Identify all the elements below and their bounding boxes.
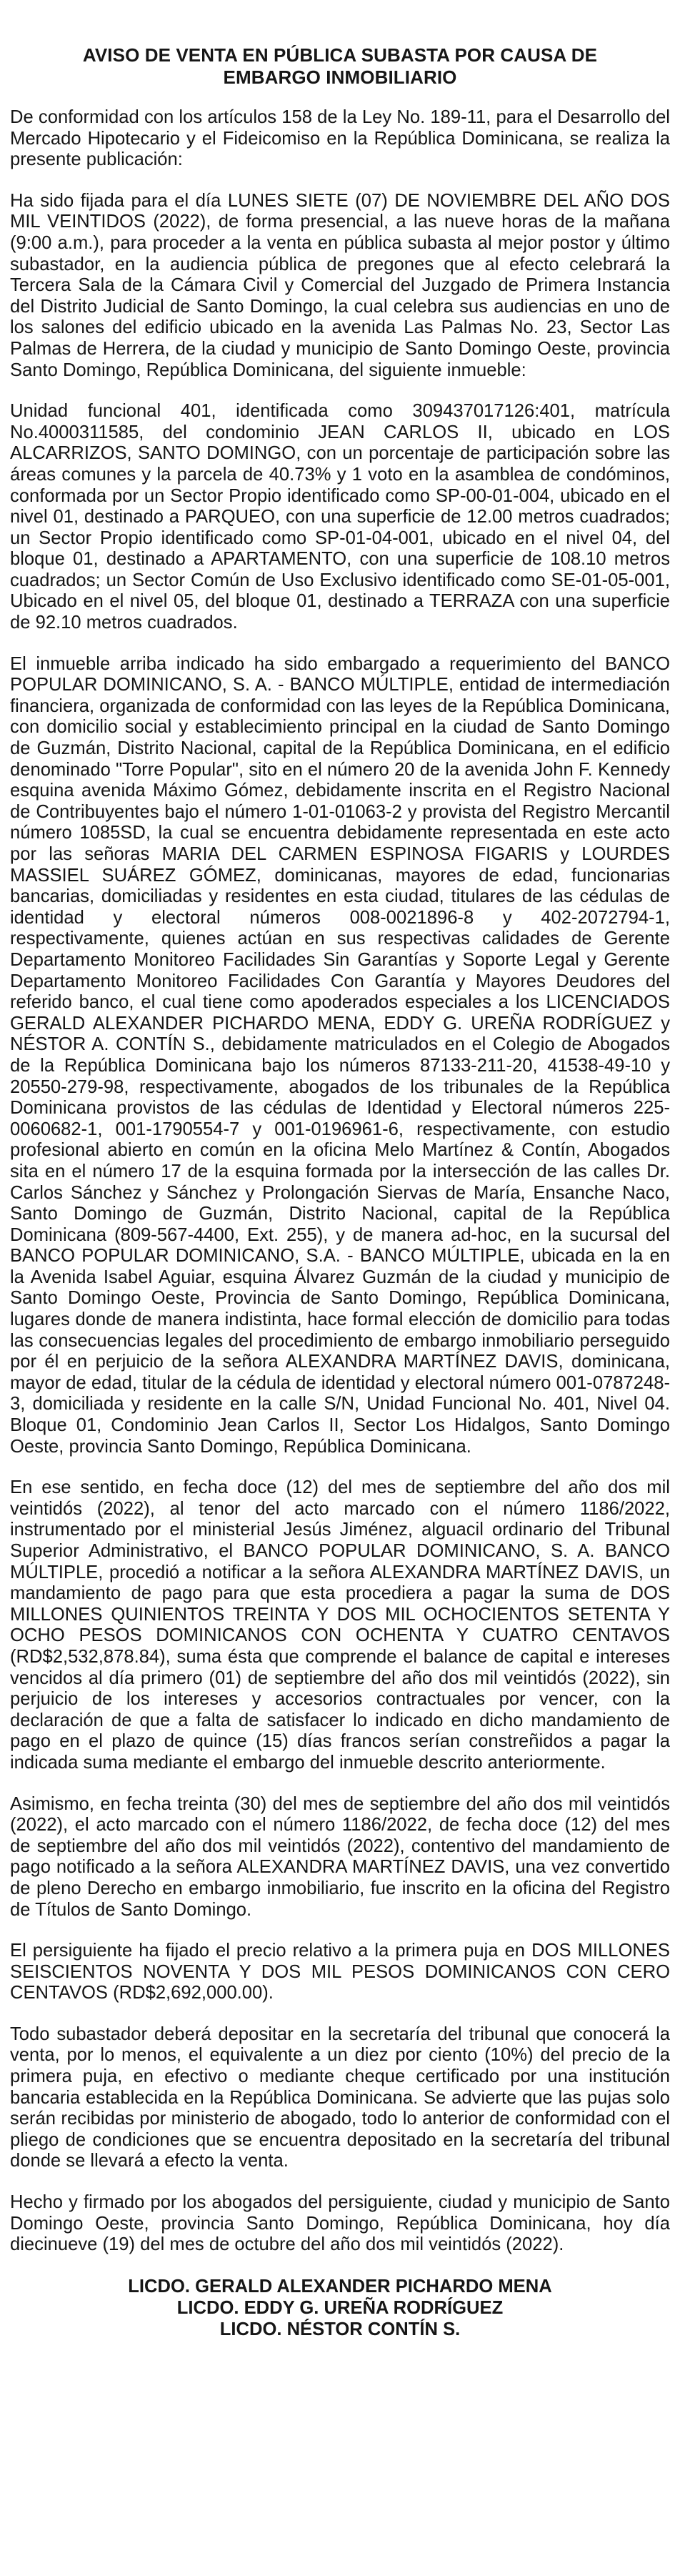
intro-paragraph: De conformidad con los artículos 158 de la Ley No. 189-11, para el Desarrollo del Mercado Hipotecario y el Fideicomiso en la República Dominicana, se realiza la presente publicación: bbox=[10, 107, 670, 170]
signature-line: LICDO. EDDY G. UREÑA RODRÍGUEZ bbox=[176, 2297, 504, 2318]
notice-title-line: EMBARGO INMOBILIARIO bbox=[223, 66, 457, 88]
auction-date-paragraph: Ha sido fijada para el día LUNES SIETE (07) DE NOVIEMBRE DEL AÑO DOS MIL VEINTIDOS (2022), de forma presencial, a las nueve horas de la mañana (9:00 a.m.), para proceder a la venta en pública subasta al mejor postor y último subastador, en la audiencia pública de pregones que al efecto celebrará la Tercera Sala de la Cámara Civil y Comercial del Juzgado de Primera Instancia del Distrito Judicial de Santo Domingo, la cual celebra sus audiencias en uno de los salones del edificio ubicado en la avenida Las Palmas No. 23, Sector Las Palmas de Herrera, de la ciudad y municipio de Santo Domingo Oeste, provincia Santo Domingo, República Dominicana, del siguiente inmueble: bbox=[10, 190, 670, 380]
notice-title bbox=[10, 44, 670, 89]
notice-title-line: AVISO DE VENTA EN PÚBLICA SUBASTA POR CAUSA DE bbox=[82, 44, 598, 66]
payment-order-paragraph: En ese sentido, en fecha doce (12) del mes de septiembre del año dos mil veintidós (2022), al tenor del acto marcado con el número 1186/2022, instrumentado por el ministerial Jesús Jiménez, alguacil ordinario del Tribunal Superior Administrativo, el BANCO POPULAR DOMINICANO, S. A. BANCO MÚLTIPLE, procedió a notificar a la señora ALEXANDRA MARTÍNEZ DAVIS, un mandamiento de pago para que esta procediera a pagar la suma de DOS MILLONES QUINIENTOS TREINTA Y DOS MIL OCHOCIENTOS SETENTA Y OCHO PESOS DOMINICANOS CON OCHENTA Y CUATRO CENTAVOS (RD$2,532,878.84), suma ésta que comprende el balance de capital e intereses vencidos al día primero (01) de septiembre del año dos mil veintidós (2022), sin perjuicio de los intereses y accesorios contractuales por vencer, con la declaración de que a falta de satisfacer lo indicado en dicho mandamiento de pago en el plazo de quince (15) días francos serían constreñidos a pagar la indicada suma mediante el embargo del inmueble descrito anteriormente. bbox=[10, 1477, 670, 1773]
signature-block bbox=[10, 2276, 670, 2340]
starting-bid-paragraph: El persiguiente ha fijado el precio relativo a la primera puja en DOS MILLONES SEISCIENTOS NOVENTA Y DOS MIL PESOS DOMINICANOS CON CERO CENTAVOS (RD$2,692,000.00). bbox=[10, 1941, 670, 2003]
signature-line: LICDO. NÉSTOR CONTÍN S. bbox=[219, 2319, 461, 2339]
deposit-requirement-paragraph: Todo subastador deberá depositar en la secretaría del tribunal que conocerá la venta, por lo menos, el equivalente a un diez por ciento (10%) del precio de la primera puja, en efectivo o mediante cheque certificado por una institución bancaria establecida en la República Dominicana. Se advierte que las pujas solo serán recibidas por ministerio de abogado, todo lo anterior de conformidad con el pliego de condiciones que se encuentra depositado en la secretaría del tribunal donde se llevará a efecto la venta. bbox=[10, 2023, 670, 2171]
property-description-paragraph: Unidad funcional 401, identificada como 309437017126:401, matrícula No.4000311585, del condominio JEAN CARLOS II, ubicado en LOS ALCARRIZOS, SANTO DOMINGO, con un porcentaje de participación sobre las áreas comunes y la parcela de 40.73% y 1 voto en la asamblea de condóminos, conformada por un Sector Propio identificado como SP-00-01-004, ubicado en el nivel 01, destinado a PARQUEO, con una superficie de 12.00 metros cuadrados; un Sector Propio identificado como SP-01-04-001, ubicado en el nivel 04, del bloque 01, destinado a APARTAMENTO, con una superficie de 108.10 metros cuadrados; un Sector Común de Uso Exclusivo identificado como SE-01-05-001, Ubicado en el nivel 05, del bloque 01, destinado a TERRAZA con una superficie de 92.10 metros cuadrados. bbox=[10, 401, 670, 633]
closing-paragraph: Hecho y firmado por los abogados del persiguiente, ciudad y municipio de Santo Domingo Oeste, provincia Santo Domingo, República Dominicana, hoy día diecinueve (19) del mes de octubre del año dos mil veintidós (2022). bbox=[10, 2192, 670, 2255]
seizing-party-paragraph: El inmueble arriba indicado ha sido embargado a requerimiento del BANCO POPULAR DOMINICANO, S. A. - BANCO MÚLTIPLE, entidad de intermediación financiera, organizada de conformidad con las leyes de la República Dominicana, con domicilio social y establecimiento principal en la ciudad de Santo Domingo de Guzmán, Distrito Nacional, capital de la República Dominicana, en el edificio denominado "Torre Popular", sito en el número 20 de la avenida John F. Kennedy esquina avenida Máximo Gómez, debidamente inscrita en el Registro Nacional de Contribuyentes bajo el número 1-01-01063-2 y provista del Registro Mercantil número 1085SD, la cual se encuentra debidamente representada en este acto por las señoras MARIA DEL CARMEN ESPINOSA FIGARIS y LOURDES MASSIEL SUÁREZ GÓMEZ, dominicanas, mayores de edad, funcionarias bancarias, domiciliadas y residentes en esta ciudad, titulares de las cédulas de identidad y electoral números 008-0021896-8 y 402-2072794-1, respectivamente, quienes actúan en sus respectivas calidades de Gerente Departamento Monitoreo Facilidades Sin Garantías y Soporte Legal y Gerente Departamento Monitoreo Facilidades Con Garantía y Mayores Deudores del referido banco, el cual tiene como apoderados especiales a los LICENCIADOS GERALD ALEXANDER PICHARDO MENA, EDDY G. UREÑA RODRÍGUEZ y NÉSTOR A. CONTÍN S., debidamente matriculados en el Colegio de Abogados de la República Dominicana bajo los números 87133-211-20, 41538-49-10 y 20550-279-98, respectivamente, abogados de los tribunales de la República Dominicana provistos de las cédulas de Identidad y Electoral números 225-0060682-1, 001-1790554-7 y 001-0196961-6, respectivamente, con estudio profesional abierto en común en la oficina Melo Martínez & Contín, Abogados sita en el número 17 de la esquina formada por la intersección de las calles Dr. Carlos Sánchez y Sánchez y Prolongación Siervas de María, Ensanche Naco, Santo Domingo de Guzmán, Distrito Nacional, capital de la República Dominicana (809-567-4400, Ext. 255), y de manera ad-hoc, en la sucursal del BANCO POPULAR DOMINICANO, S.A. - BANCO MÚLTIPLE, ubicada en la en la Avenida Isabel Aguiar, esquina Álvarez Guzmán de la ciudad y municipio de Santo Domingo Oeste, Provincia de Santo Domingo, República Dominicana, lugares donde de manera indistinta, hace formal elección de domicilio para todas las consecuencias legales del procedimiento de embargo inmobiliario perseguido por él en perjuicio de la señora ALEXANDRA MARTÍNEZ DAVIS, dominicana, mayor de edad, titular de la cédula de identidad y electoral número 001-0787248-3, domiciliada y residente en la calle S/N, Unidad Funcional No. 401, Nivel 04. Bloque 01, Condominio Jean Carlos II, Sector Los Hidalgos, Santo Domingo Oeste, provincia Santo Domingo, República Dominicana. bbox=[10, 653, 670, 1457]
signature-line: LICDO. GERALD ALEXANDER PICHARDO MENA bbox=[128, 2276, 552, 2297]
registration-paragraph: Asimismo, en fecha treinta (30) del mes de septiembre del año dos mil veintidós (2022), el acto marcado con el número 1186/2022, de fecha doce (12) del mes de septiembre del año dos mil veintidós (2022), contentivo del mandamiento de pago notificado a la señora ALEXANDRA MARTÍNEZ DAVIS, una vez convertido de pleno Derecho en embargo inmobiliario, fue inscrito en la oficina del Registro de Títulos de Santo Domingo. bbox=[10, 1793, 670, 1920]
